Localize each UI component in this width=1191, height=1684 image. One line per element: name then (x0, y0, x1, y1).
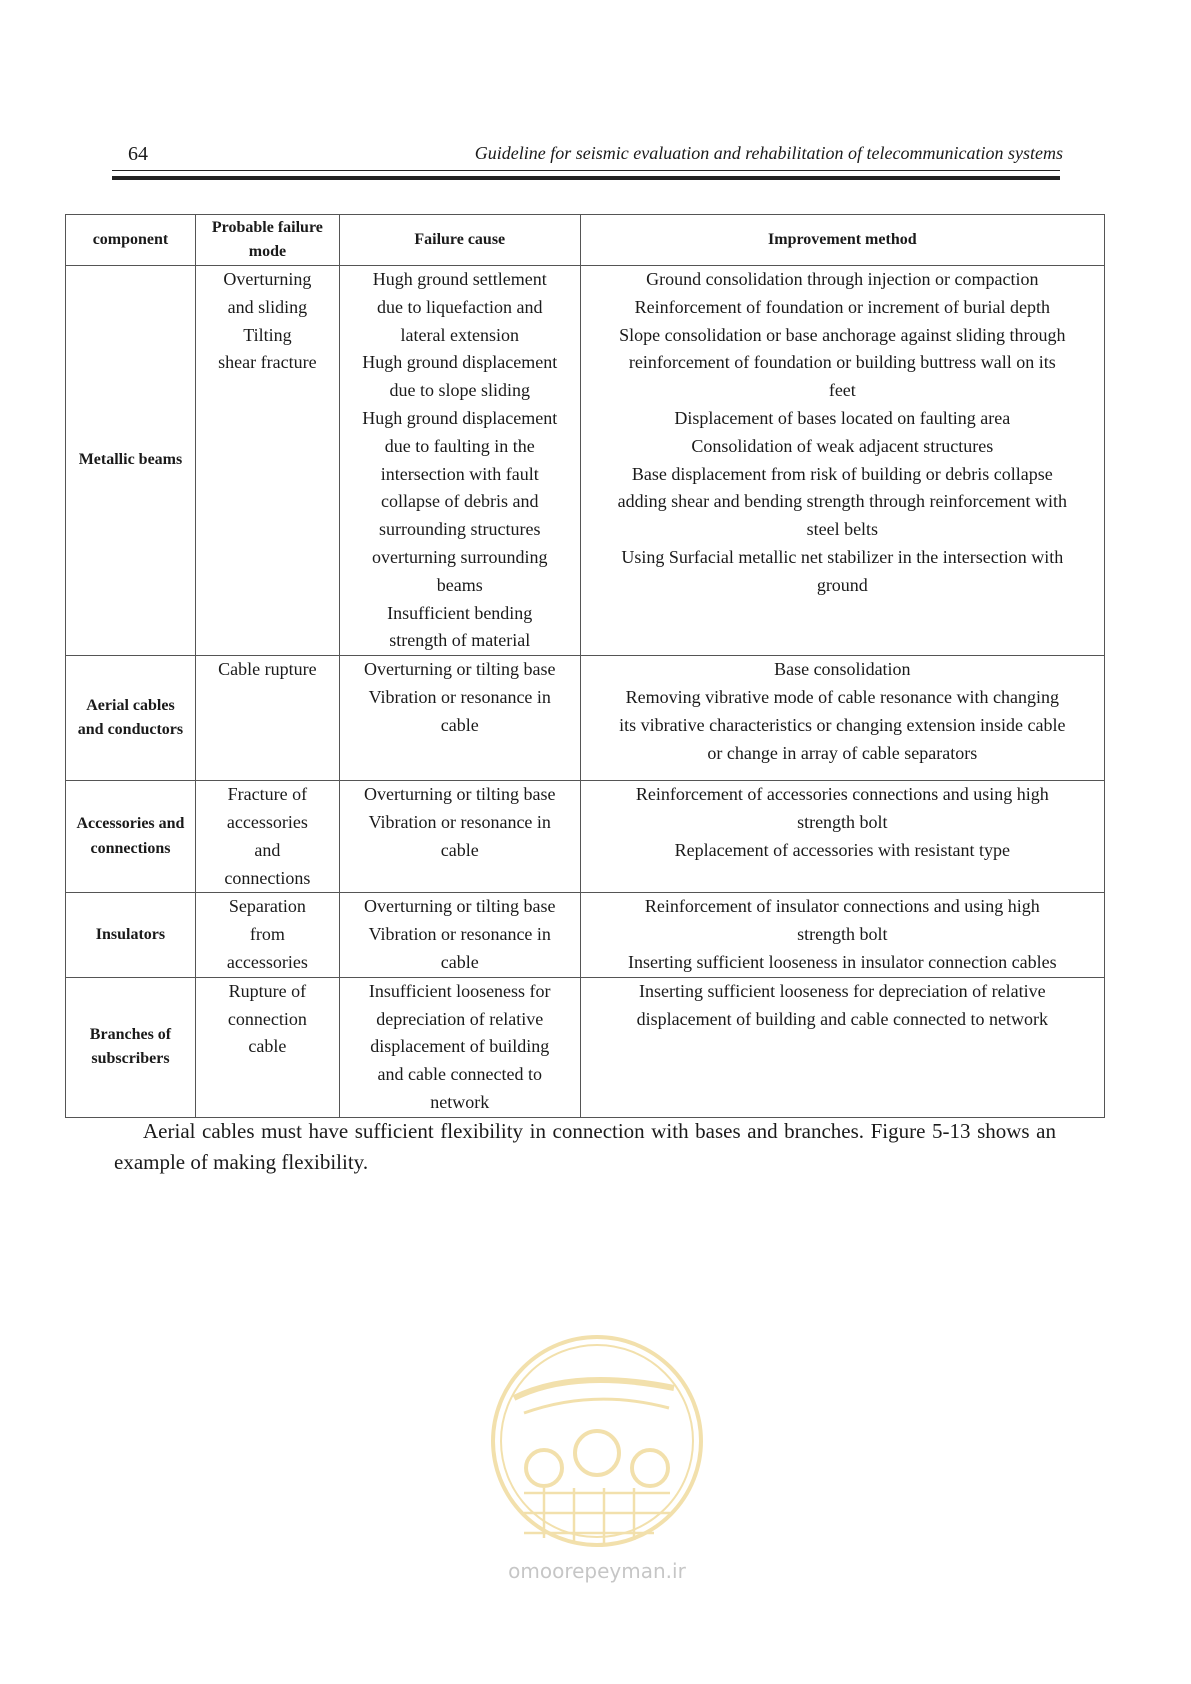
method-line: reinforcement of foundation or building buttress wall on its (628, 352, 1056, 373)
component-cell: Aerial cables and conductors (66, 656, 196, 781)
method-line: Reinforcement of foundation or increment of burial depth (634, 296, 1050, 317)
method-cell (580, 656, 1104, 781)
method-line: Slope consolidation or base anchorage against sliding through (619, 324, 1066, 345)
cause-line: Insufficient bending (387, 602, 533, 623)
mode-line: from (249, 924, 285, 945)
mode-line: Rupture of (228, 980, 307, 1001)
mode-cell (195, 781, 339, 893)
cause-line: due to slope sliding (389, 380, 530, 401)
method-line: ground (816, 574, 868, 595)
method-line: feet (828, 380, 856, 401)
method-line: Removing vibrative mode of cable resonance with changing (625, 686, 1059, 707)
component-cell: Accessories and connections (66, 781, 196, 893)
method-line: or change in array of cable separators (707, 742, 978, 763)
component-cell: Metallic beams (66, 266, 196, 656)
method-line: Inserting sufficient looseness for depreciation of relative (639, 980, 1046, 1001)
body-paragraph: Aerial cables must have sufficient flexibility in connection with bases and branches. Figure 5-13 shows an example of making flexibility. (114, 1119, 1056, 1174)
mode-line: cable (248, 1036, 287, 1057)
cause-line: network (430, 1091, 490, 1112)
method-cell (580, 266, 1104, 656)
mode-cell (195, 893, 339, 977)
cause-line: due to liquefaction and (377, 296, 543, 317)
header-rule-thin (112, 170, 1060, 171)
page-number: 64 (128, 143, 148, 165)
table-header-row (66, 215, 1105, 266)
cause-line: cable (440, 839, 479, 860)
table-row (66, 656, 1105, 781)
cause-cell (339, 893, 580, 977)
cause-line: displacement of building (370, 1036, 550, 1057)
mode-line: and sliding (227, 296, 308, 317)
method-line: steel belts (806, 519, 879, 540)
cause-line: and cable connected to (377, 1064, 542, 1085)
header-rule-thick (112, 176, 1060, 180)
table-row (66, 977, 1105, 1117)
method-line: strength bolt (797, 811, 888, 832)
failure-table (65, 214, 1105, 1118)
component-cell: Branches of subscribers (66, 977, 196, 1117)
method-line: Base displacement from risk of building or debris collapse (631, 463, 1053, 484)
method-line: its vibrative characteristics or changing extension inside cable (619, 714, 1066, 735)
mode-line: Separation (228, 896, 306, 917)
table-row (66, 781, 1105, 893)
cause-line: Overturning or tilting base (364, 896, 556, 917)
method-line: Inserting sufficient looseness in insulator connection cables (628, 951, 1057, 972)
mode-cell (195, 266, 339, 656)
mode-line: accessories (226, 951, 308, 972)
cause-line: beams (436, 574, 483, 595)
cause-cell (339, 781, 580, 893)
mode-line: accessories (226, 811, 308, 832)
cause-line: Hugh ground displacement (362, 352, 558, 373)
method-line: Ground consolidation through injection or compaction (646, 269, 1039, 289)
cause-line: Vibration or resonance in (368, 686, 551, 707)
column-header-improvement-method: Improvement method (580, 215, 1104, 266)
cause-line: Insufficient looseness for (368, 980, 551, 1001)
publisher-watermark-logo (484, 1328, 710, 1588)
method-line: Replacement of accessories with resistant type (674, 839, 1011, 860)
cause-line: due to faulting in the (384, 435, 535, 456)
method-cell (580, 977, 1104, 1117)
column-header-failure-cause: Failure cause (339, 215, 580, 266)
method-line: Base consolidation (774, 659, 911, 680)
component-cell: Insulators (66, 893, 196, 977)
column-header-component: component (66, 215, 196, 266)
cause-cell (339, 977, 580, 1117)
mode-line: connection (227, 1008, 307, 1029)
cause-line: cable (440, 714, 479, 735)
running-header: Guideline for seismic evaluation and rehabilitation of telecommunication systems (474, 143, 1063, 163)
mode-cell (195, 977, 339, 1117)
mode-line: and (254, 839, 281, 860)
cause-line: intersection with fault (380, 463, 539, 484)
watermark-site-text: omoorepeyman.ir (508, 1559, 686, 1583)
method-line: Using Surfacial metallic net stabilizer in the intersection with (621, 546, 1064, 567)
cause-line: depreciation of relative (376, 1008, 544, 1029)
method-cell (580, 893, 1104, 977)
cause-line: Hugh ground displacement (362, 407, 558, 428)
cause-line: Vibration or resonance in (368, 811, 551, 832)
method-cell (580, 781, 1104, 893)
method-line: adding shear and bending strength through reinforcement with (617, 491, 1068, 512)
method-line: Reinforcement of accessories connections and using high (635, 784, 1049, 805)
cause-line: Vibration or resonance in (368, 924, 551, 945)
cause-line: cable (440, 951, 479, 972)
table-row (66, 893, 1105, 977)
cause-line: collapse of debris and (381, 491, 539, 512)
cause-line: Overturning or tilting base (364, 659, 556, 680)
cause-line: Hugh ground settlement (372, 269, 547, 289)
method-line: Consolidation of weak adjacent structures (691, 435, 994, 456)
cause-line: strength of material (389, 630, 531, 651)
mode-line: connections (224, 867, 311, 888)
table-body (66, 266, 1105, 1118)
method-line: Displacement of bases located on faulting area (674, 407, 1011, 428)
cause-line: overturning surrounding (372, 546, 548, 567)
table-row (66, 266, 1105, 656)
column-header-failure-mode: Probable failure mode (195, 215, 339, 266)
method-line: displacement of building and cable connected to network (636, 1008, 1048, 1029)
mode-line: Fracture of (227, 784, 308, 805)
cause-cell (339, 266, 580, 656)
cause-line: surrounding structures (379, 519, 541, 540)
method-line: Reinforcement of insulator connections and using high (644, 896, 1040, 917)
mode-cell (195, 656, 339, 781)
method-line: strength bolt (797, 924, 888, 945)
mode-line: Tilting (243, 324, 292, 345)
cause-line: lateral extension (400, 324, 519, 345)
cause-cell (339, 656, 580, 781)
mode-line: Overturning (223, 269, 312, 289)
mode-line: Cable rupture (218, 659, 317, 680)
cause-line: Overturning or tilting base (364, 784, 556, 805)
mode-line: shear fracture (218, 352, 317, 373)
